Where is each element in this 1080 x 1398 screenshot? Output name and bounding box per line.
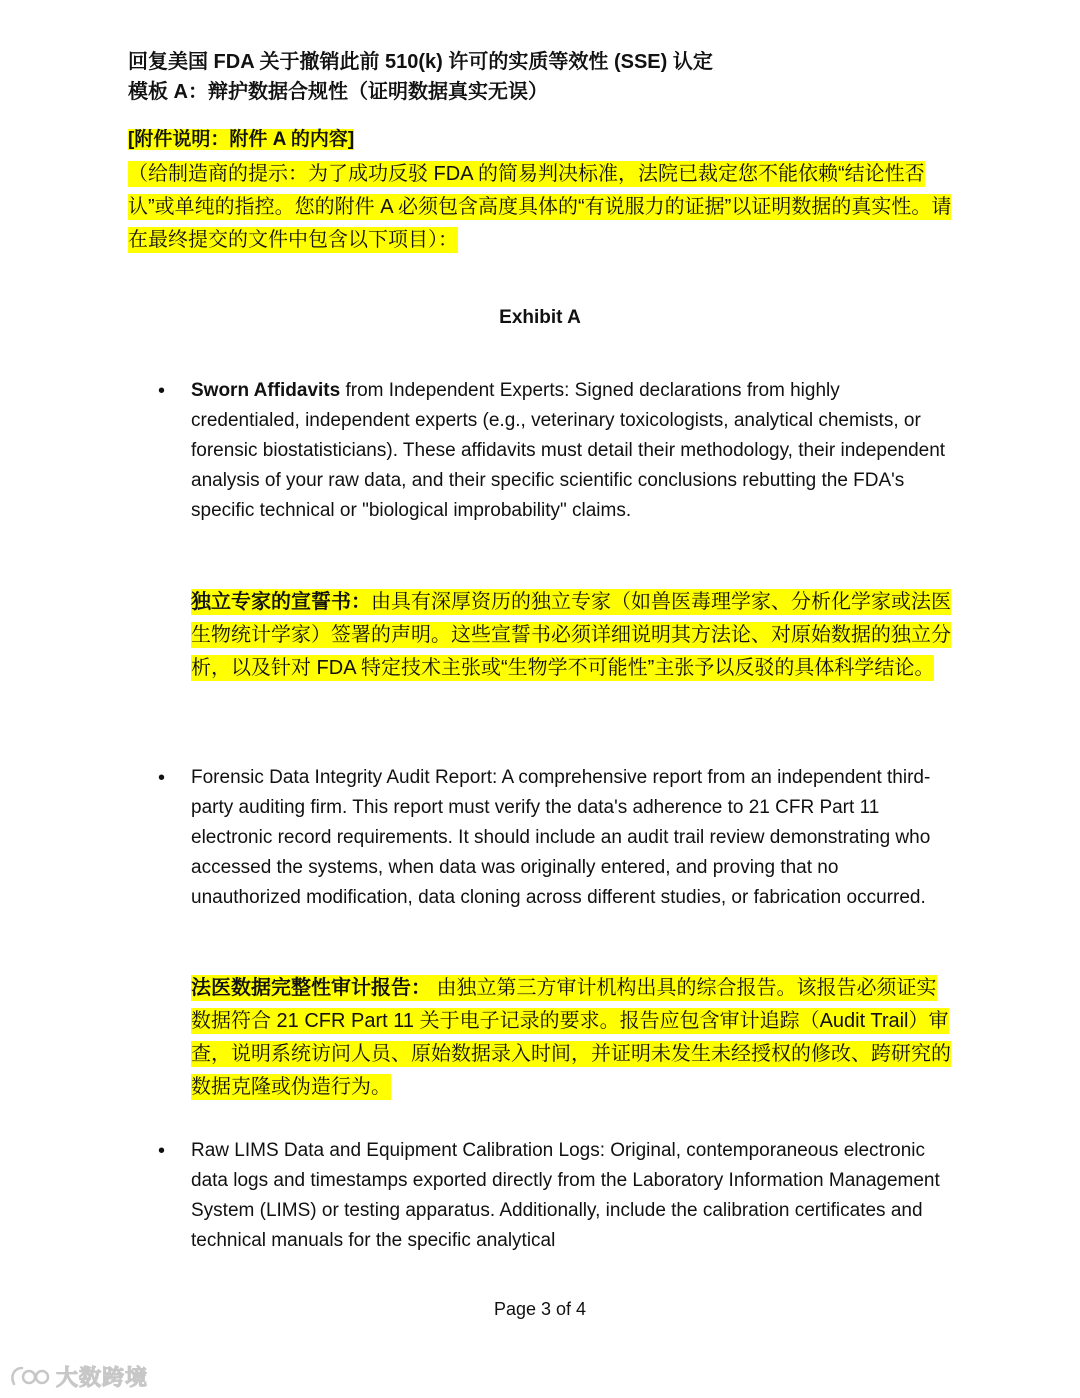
sworn-affidavits-lead: Sworn Affidavits (191, 380, 341, 401)
audit-report-paragraph (191, 763, 951, 913)
sworn-affidavits-chinese-text: 由具有深厚资历的独立专家（如兽医毒理学家、分析化学家或法医生物统计学家）签署的声明。这些宣誓书必须详细说明其方法论、对原始数据的独立分析，以及针对 FDA 特定技术主张或“生物学不可能性”主张予以反驳的具体科学结论。 (191, 591, 951, 679)
manufacturer-instruction-note (128, 158, 958, 257)
sworn-affidavits-paragraph (191, 376, 951, 526)
audit-report-text: Forensic Data Integrity Audit Report: A comprehensive report from an independent third-party auditing firm. This report must verify the data's adherence to 21 CFR Part 11 electronic record requirements. It should include an audit trail review demonstrating who accessed the systems, when data was originally entered, and proving that no unauthorized modification, data cloning across different studies, or fabrication occurred. (191, 767, 931, 908)
lims-data-paragraph (191, 1136, 951, 1256)
sworn-affidavits-chinese-paragraph (191, 586, 956, 685)
attachment-note-label-text: [附件说明：附件 A 的内容] (128, 129, 355, 150)
bullet-marker: • (158, 380, 166, 402)
audit-report-chinese-paragraph (191, 972, 956, 1104)
bullet-marker: • (158, 1140, 166, 1162)
lims-data-text: Raw LIMS Data and Equipment Calibration Logs: Original, contemporaneous electronic data logs and timestamps exported directly from the Laboratory Information Management System (LIMS) or testing apparatus. Additionally, include the calibration certificates and technical manuals for the specific analytical (191, 1140, 940, 1251)
watermark-logo-icon (8, 1362, 52, 1390)
sworn-affidavits-chinese-lead: 独立专家的宣誓书： (191, 591, 371, 613)
page-number: Page 3 of 4 (493, 1299, 587, 1319)
document-title-line-2: 模板 A：辩护数据合规性（证明数据真实无误） (128, 81, 548, 103)
watermark-text: 大数跨境 (56, 1365, 149, 1391)
sworn-affidavits-text: from Independent Experts: Signed declarations from highly credentialed, independent experts (e.g., veterinary toxicologists, analytical chemists, or forensic biostatisticians). These affidavits must detail their methodology, their independent analysis of your raw data, and their specific scientific conclusions rebutting the FDA's specific technical or "biological improbability" claims. (191, 380, 946, 521)
watermark (8, 1360, 148, 1392)
attachment-note-label (128, 126, 354, 154)
audit-report-chinese-text: 由独立第三方审计机构出具的综合报告。该报告必须证实数据符合 21 CFR Part 11 关于电子记录的要求。报告应包含审计追踪（Audit Trail）审查，说明系统访问人员、原始数据录入时间，并证明未发生未经授权的修改、跨研究的数据克隆或伪造行为。 (191, 977, 951, 1098)
bullet-marker: • (158, 767, 166, 789)
exhibit-title: Exhibit A (499, 307, 581, 328)
document-title-line-1: 回复美国 FDA 关于撤销此前 510(k) 许可的实质等效性 (SSE) 认定 (128, 51, 713, 73)
manufacturer-instruction-text: （给制造商的提示：为了成功反驳 FDA 的简易判决标准，法院已裁定您不能依赖“结论性否认”或单纯的指控。您的附件 A 必须包含高度具体的“有说服力的证据”以证明数据的真实性。请在最终提交的文件中包含以下项目）： (128, 163, 952, 251)
audit-report-chinese-lead: 法医数据完整性审计报告： (191, 977, 431, 999)
